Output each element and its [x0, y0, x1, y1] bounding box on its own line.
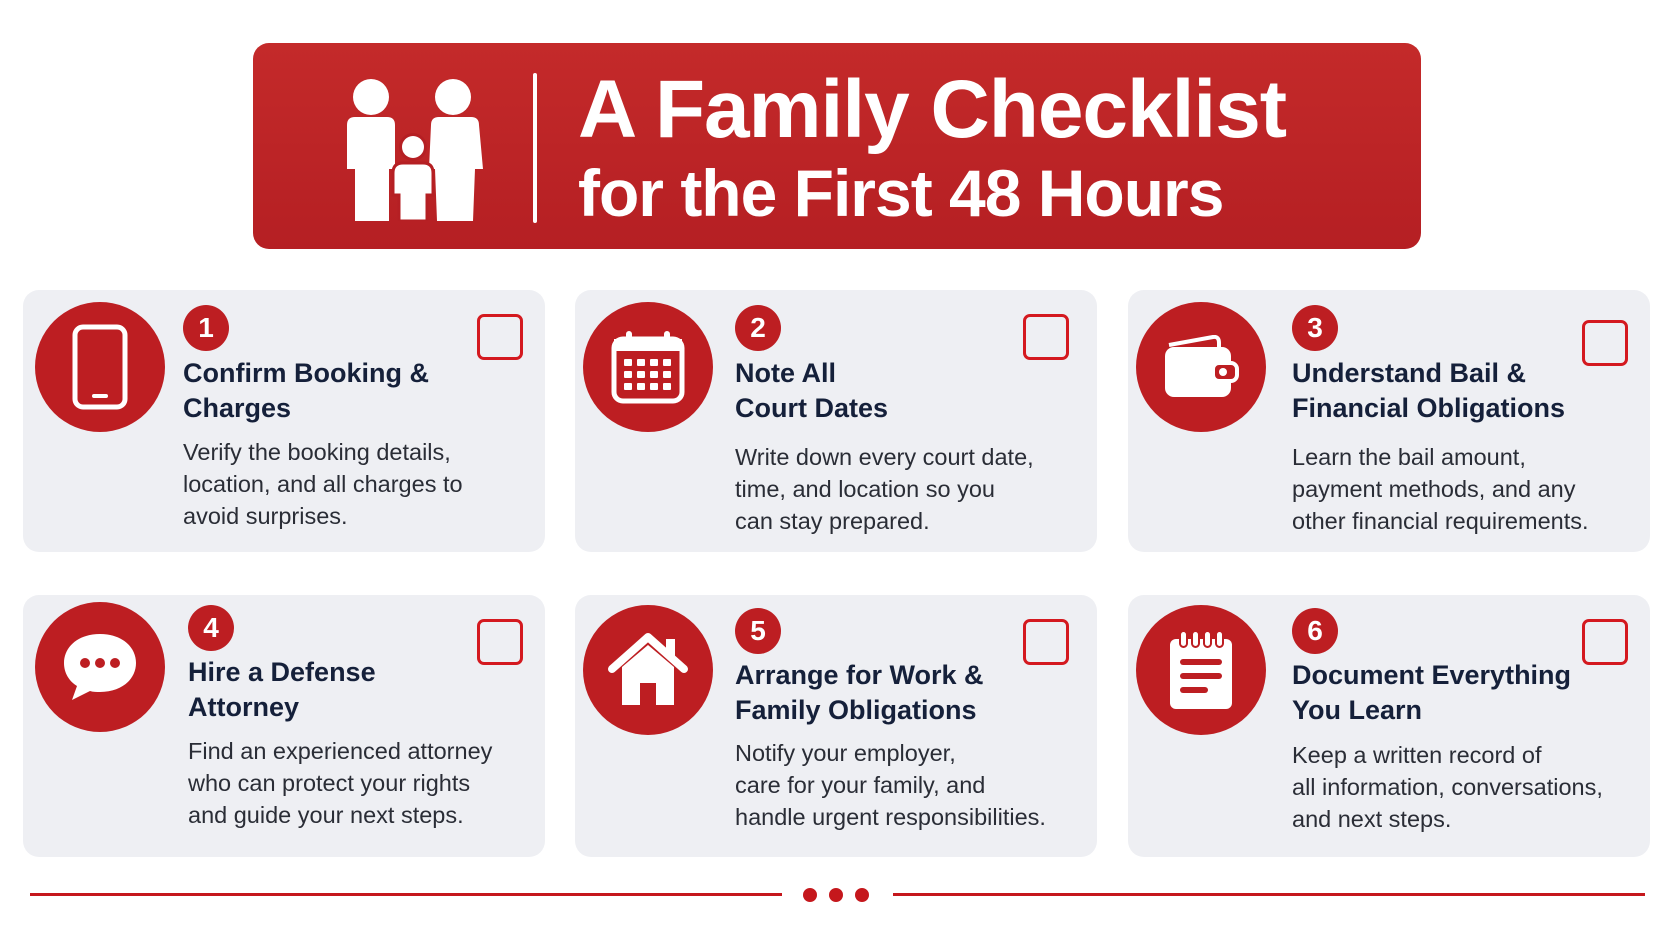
phone-icon	[35, 302, 165, 432]
checklist-card-4	[23, 595, 545, 857]
card-description: Notify your employer, care for your family, and handle urgent responsibilities.	[735, 740, 1046, 830]
card-description: Keep a written record of all information, conversations, and next steps.	[1292, 742, 1603, 832]
card-title: Note All Court Dates	[735, 358, 889, 423]
page-subtitle: for the First 48 Hours	[578, 156, 1224, 230]
checklist-card-1	[23, 290, 545, 552]
checkbox[interactable]	[477, 314, 523, 360]
card-description: Find an experienced attorney who can protect your rights and guide your next steps.	[188, 738, 493, 828]
checkbox[interactable]	[1582, 320, 1628, 366]
header-banner	[253, 43, 1421, 249]
step-number: 4	[188, 605, 234, 651]
card-title: Document Everything You Learn	[1292, 660, 1572, 725]
header-divider	[533, 73, 537, 223]
footer-dot	[803, 888, 817, 902]
checkbox[interactable]	[1582, 619, 1628, 665]
calendar-icon	[583, 302, 713, 432]
checkbox[interactable]	[477, 619, 523, 665]
card-title: Confirm Booking & Charges	[183, 358, 429, 423]
checklist-card-3	[1128, 290, 1650, 552]
family-icon	[333, 77, 495, 221]
chat-bubble-icon	[35, 602, 165, 732]
card-title: Arrange for Work & Family Obligations	[735, 660, 984, 725]
house-icon	[583, 605, 713, 735]
checklist-card-2	[575, 290, 1097, 552]
card-title: Hire a Defense Attorney	[188, 657, 376, 722]
step-number: 1	[183, 305, 229, 351]
card-description: Write down every court date, time, and location so you can stay prepared.	[735, 444, 1034, 534]
footer-dot	[829, 888, 843, 902]
step-number: 3	[1292, 305, 1338, 351]
step-number: 2	[735, 305, 781, 351]
card-description: Verify the booking details, location, and all charges to avoid surprises.	[183, 439, 463, 529]
page-title: A Family Checklist	[578, 64, 1287, 155]
checkbox[interactable]	[1023, 619, 1069, 665]
wallet-icon	[1136, 302, 1266, 432]
checkbox[interactable]	[1023, 314, 1069, 360]
footer-divider-left	[30, 893, 782, 896]
notepad-icon	[1136, 605, 1266, 735]
step-number: 6	[1292, 608, 1338, 654]
checklist-card-6	[1128, 595, 1650, 857]
card-description: Learn the bail amount, payment methods, and any other financial requirements.	[1292, 444, 1589, 534]
footer-dot	[855, 888, 869, 902]
footer-divider-right	[893, 893, 1645, 896]
step-number: 5	[735, 608, 781, 654]
card-title: Understand Bail & Financial Obligations	[1292, 358, 1566, 423]
checklist-card-5	[575, 595, 1097, 857]
